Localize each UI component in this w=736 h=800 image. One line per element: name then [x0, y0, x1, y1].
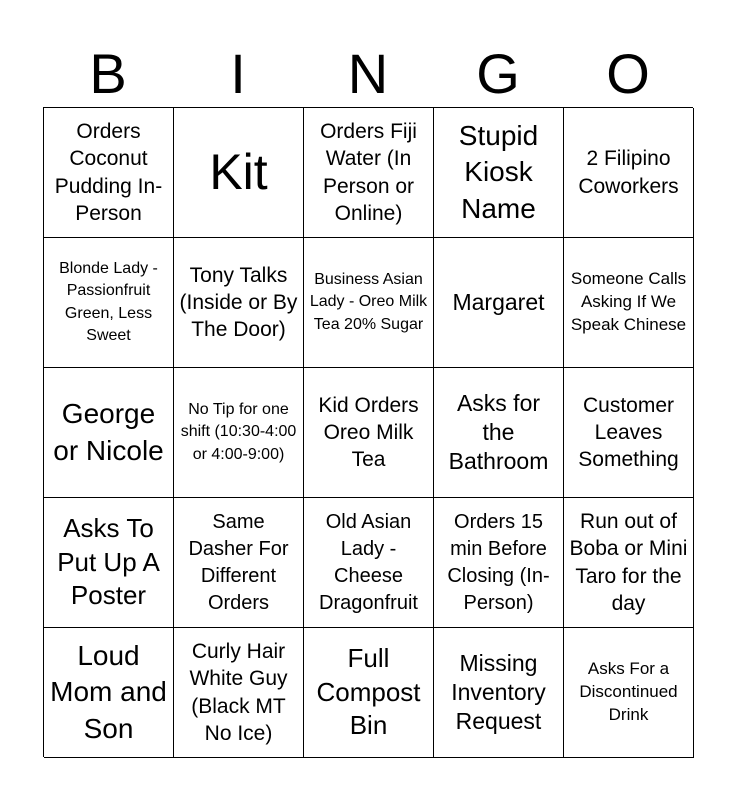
bingo-cell[interactable] — [44, 498, 174, 628]
bingo-cell[interactable] — [44, 108, 174, 238]
cell-text: Missing Inventory Request — [451, 650, 546, 734]
bingo-cell[interactable] — [564, 498, 694, 628]
cell-text: Old Asian Lady - Cheese Dragonfruit — [319, 510, 418, 614]
bingo-cell[interactable] — [304, 628, 434, 758]
header-letter-o: O — [606, 42, 650, 105]
bingo-cell[interactable] — [174, 628, 304, 758]
header-letter-n: N — [347, 42, 389, 105]
bingo-cell[interactable] — [304, 238, 434, 368]
cell-text: Curly Hair White Guy (Black MT No Ice) — [189, 639, 288, 745]
bingo-cell[interactable] — [304, 498, 434, 628]
cell-text: Asks For a Discontinued Drink — [579, 659, 678, 724]
bingo-grid — [43, 107, 693, 757]
header-letter-b: B — [89, 42, 127, 105]
cell-text: Orders Coconut Pudding In-Person — [54, 119, 163, 225]
bingo-cell[interactable] — [174, 238, 304, 368]
bingo-cell[interactable] — [564, 368, 694, 498]
bingo-cell[interactable] — [44, 238, 174, 368]
bingo-cell[interactable] — [434, 628, 564, 758]
header-letter-g: G — [476, 42, 520, 105]
cell-text: Stupid Kiosk Name — [458, 119, 539, 224]
cell-text: Loud Mom and Son — [50, 639, 167, 744]
bingo-cell[interactable] — [44, 368, 174, 498]
bingo-cell[interactable] — [564, 108, 694, 238]
cell-text: Orders 15 min Before Closing (In-Person) — [447, 510, 550, 614]
cell-text: Orders Fiji Water (In Person or Online) — [320, 119, 417, 225]
bingo-cell[interactable] — [434, 238, 564, 368]
bingo-cell[interactable] — [564, 238, 694, 368]
bingo-header — [43, 40, 693, 108]
cell-text: Same Dasher For Different Orders — [188, 510, 289, 614]
bingo-cell[interactable] — [564, 628, 694, 758]
bingo-cell[interactable] — [304, 368, 434, 498]
cell-text: Asks for the Bathroom — [448, 390, 549, 474]
cell-text: Full Compost Bin — [316, 642, 421, 741]
bingo-cell[interactable] — [174, 368, 304, 498]
header-letter-i: I — [230, 42, 246, 105]
cell-text: Someone Calls Asking If We Speak Chinese — [570, 269, 687, 334]
cell-text: Kid Orders Oreo Milk Tea — [318, 393, 419, 472]
bingo-cell[interactable] — [434, 108, 564, 238]
cell-text: 2 Filipino Coworkers — [578, 147, 679, 198]
cell-text: Margaret — [452, 289, 545, 316]
bingo-cell[interactable] — [44, 628, 174, 758]
cell-text: Run out of Boba or Mini Taro for the day — [569, 509, 688, 615]
bingo-cell[interactable] — [434, 498, 564, 628]
cell-text: Business Asian Lady - Oreo Milk Tea 20% Sugar — [309, 270, 428, 333]
bingo-cell[interactable] — [304, 108, 434, 238]
bingo-cell[interactable] — [174, 108, 304, 238]
cell-text: George or Nicole — [53, 398, 164, 466]
cell-text: Customer Leaves Something — [578, 393, 679, 472]
cell-text: Asks To Put Up A Poster — [57, 512, 160, 611]
cell-text: No Tip for one shift (10:30-4:00 or 4:00-9:00) — [180, 400, 297, 463]
cell-text: Kit — [209, 144, 268, 200]
cell-text: Tony Talks (Inside or By The Door) — [179, 263, 298, 342]
cell-text: Blonde Lady - Passionfruit Green, Less Sweet — [59, 259, 158, 344]
bingo-cell[interactable] — [174, 498, 304, 628]
bingo-cell[interactable] — [434, 368, 564, 498]
